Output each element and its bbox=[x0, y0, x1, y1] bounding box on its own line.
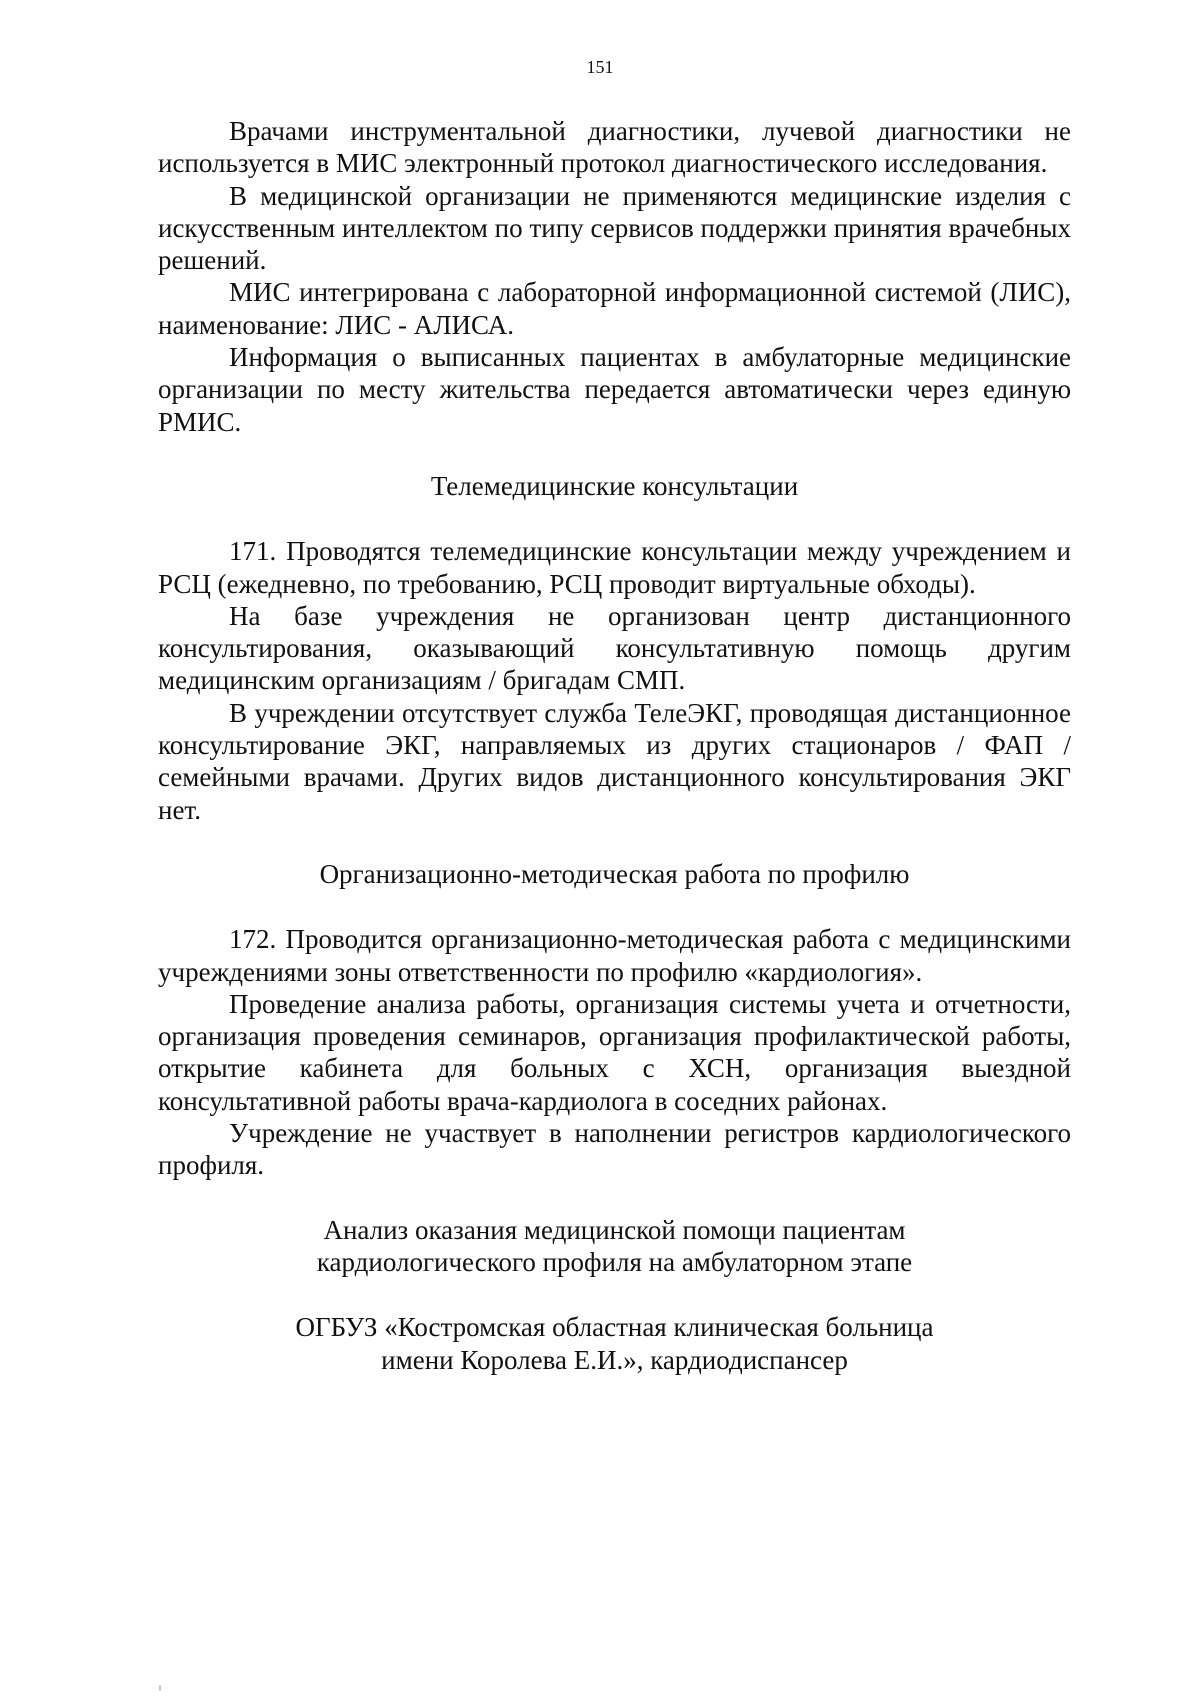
paragraph-ai-devices: В медицинской организации не применяются медицинские изделия с искусственным интеллектом по типу сервисов поддержки принятия врачебных решений. bbox=[158, 180, 1071, 276]
document-body bbox=[158, 115, 1071, 1376]
heading-line: Телемедицинские консультации bbox=[430, 470, 799, 501]
paragraph-lis-integration: МИС интегрирована с лабораторной информационной системой (ЛИС), наименование: ЛИС - АЛИСА. bbox=[158, 277, 1071, 340]
paragraph-mis-diagnostics: Врачами инструментальной диагностики, лучевой диагностики не используется в МИС электронный протокол диагностического исследования. bbox=[158, 116, 1071, 179]
paragraph-discharge-info: Информация о выписанных пациентах в амбулаторные медицинские организации по месту жительства передается автоматически через единую РМИС. bbox=[158, 342, 1071, 437]
section-heading-methodical-work bbox=[158, 858, 1071, 890]
heading-line: Анализ оказания медицинской помощи пациентам bbox=[323, 1214, 906, 1245]
paragraph-registers: Учреждение не участвует в наполнении регистров кардиологического профиля. bbox=[158, 1118, 1071, 1181]
paragraph-remote-center: На базе учреждения не организован центр дистанционного консультирования, оказывающий консультативную помощь другим медицинским организациям / бригадам СМП. bbox=[158, 600, 1071, 696]
heading-line: кардиологического профиля на амбулаторном этапе bbox=[316, 1246, 913, 1277]
heading-line: ОГБУЗ «Костромская областная клиническая больница bbox=[295, 1312, 934, 1343]
section-heading-telemedicine bbox=[158, 470, 1071, 502]
heading-line: Организационно-методическая работа по профилю bbox=[319, 858, 910, 889]
scan-mark bbox=[159, 1685, 161, 1691]
page-number: 151 bbox=[586, 57, 614, 77]
paragraph-171: 171. Проводятся телемедицинские консультации между учреждением и РСЦ (ежедневно, по требованию, РСЦ проводит виртуальные обходы). bbox=[158, 536, 1071, 599]
heading-line: имени Королева Е.И.», кардиодиспансер bbox=[381, 1344, 848, 1375]
section-heading-outpatient-analysis bbox=[158, 1214, 1071, 1279]
paragraph-172: 172. Проводится организационно-методическая работа с медицинскими учреждениями зоны ответственности по профилю «кардиология». bbox=[158, 924, 1071, 987]
paragraph-tele-ecg: В учреждении отсутствует служба ТелеЭКГ, проводящая дистанционное консультирование ЭКГ, направляемых из других стационаров / ФАП / семейными врачами. Других видов дистанционного консультирования ЭКГ нет. bbox=[158, 697, 1071, 825]
section-heading-hospital-name bbox=[158, 1311, 1071, 1376]
paragraph-analysis-work: Проведение анализа работы, организация системы учета и отчетности, организация проведения семинаров, организация профилактической работы, открытие кабинета для больных с ХСН, организация выездной консультативной работы врача-кардиолога в соседних районах. bbox=[158, 988, 1071, 1116]
